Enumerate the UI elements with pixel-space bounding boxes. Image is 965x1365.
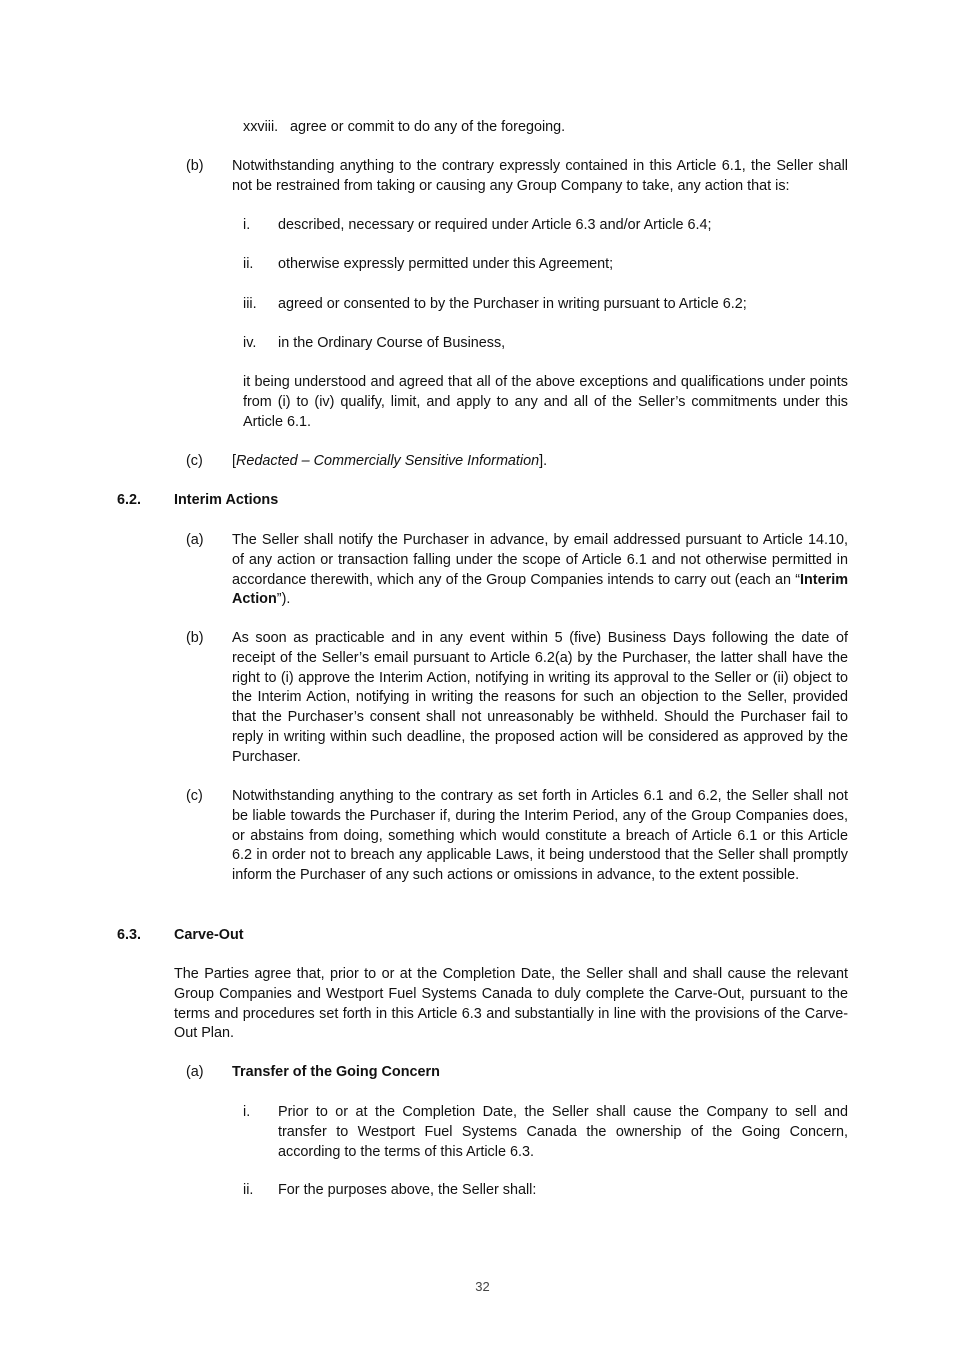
clause-label: (b)	[186, 158, 204, 174]
clause-title: Transfer of the Going Concern	[232, 1064, 440, 1080]
list-label: xxviii.	[243, 119, 279, 135]
closing-paragraph: it being understood and agreed that all of the above exceptions and qualifications under points from (i) to (iv) qualify, limit, and apply to any and all of the Seller’s commitments under this Article 6.1.	[243, 374, 848, 430]
list-item-text: agree or commit to do any of the foregoing.	[290, 119, 566, 135]
list-item-text: in the Ordinary Course of Business,	[278, 335, 506, 351]
list-item-text: agreed or consented to by the Purchaser in writing pursuant to Article 6.2;	[278, 296, 747, 312]
section-number: 6.2.	[117, 492, 142, 508]
clause-text: Notwithstanding anything to the contrary as set forth in Articles 6.1 and 6.2, the Seller shall not be liable towards the Purchaser if, during the Interim Period, any of the Group Companies does, or abstains from doing, something which would constitute a breach of Article 6.1 or this Article 6.2 in order not to breach any applicable Laws, it being understood that the Seller shall promptly inform the Purchaser of any such actions or omissions in advance, to the extent possible.	[232, 788, 848, 884]
list-item-text: described, necessary or required under Article 6.3 and/or Article 6.4;	[278, 217, 712, 233]
section-title: Carve-Out	[174, 927, 244, 943]
clause-label: (b)	[186, 630, 204, 646]
list-label: i.	[243, 1104, 251, 1120]
section-number: 6.3.	[117, 927, 142, 943]
list-item-text: For the purposes above, the Seller shall:	[278, 1182, 537, 1198]
redacted-clause: [Redacted – Commercially Sensitive Information].	[232, 453, 548, 469]
clause-text: As soon as practicable and in any event within 5 (five) Business Days following the date of receipt of the Seller’s email pursuant to Article 6.2(a) by the Purchaser, the latter shall have the right to (i) approve the Interim Action, notifying in writing its approval to the Seller or (ii) object to the Interim Action, notifying in writing the reasons for such an objection to the Seller, provided that the Purchaser’s consent shall not unreasonably be withheld. Should the Purchaser fail to reply in writing within such deadline, the proposed action will be considered as approved by the Purchaser.	[232, 630, 848, 765]
list-label: iii.	[243, 296, 257, 312]
section-title: Interim Actions	[174, 492, 279, 508]
page-number: 32	[475, 1279, 490, 1294]
section-intro: The Parties agree that, prior to or at the Completion Date, the Seller shall and shall cause the relevant Group Companies and Westport Fuel Systems Canada to duly complete the Carve-Out, pursuant to the terms and procedures set forth in this Article 6.3 and substantially in line with the provisions of the Carve-Out Plan.	[174, 966, 848, 1042]
list-label: iv.	[243, 335, 257, 351]
clause-label: (a)	[186, 532, 204, 548]
list-item-text: Prior to or at the Completion Date, the Seller shall cause the Company to sell and transfer to Westport Fuel Systems Canada the ownership of the Going Concern, according to the terms of this Article 6.3.	[278, 1104, 848, 1160]
clause-text: The Seller shall notify the Purchaser in advance, by email addressed pursuant to Article 14.10, of any action or transaction falling under the scope of Article 6.1 and not otherwise permitted in accordance therewith, which any of the Group Companies intends to carry out (each an “Interim Action”).	[232, 532, 848, 608]
list-label: i.	[243, 217, 251, 233]
clause-text: Notwithstanding anything to the contrary expressly contained in this Article 6.1, the Seller shall not be restrained from taking or causing any Group Company to take, any action that is:	[232, 158, 848, 194]
list-label: ii.	[243, 1182, 254, 1198]
list-item-text: otherwise expressly permitted under this Agreement;	[278, 256, 614, 272]
clause-label: (a)	[186, 1064, 204, 1080]
clause-label: (c)	[186, 453, 203, 469]
clause-label: (c)	[186, 788, 203, 804]
list-label: ii.	[243, 256, 254, 272]
